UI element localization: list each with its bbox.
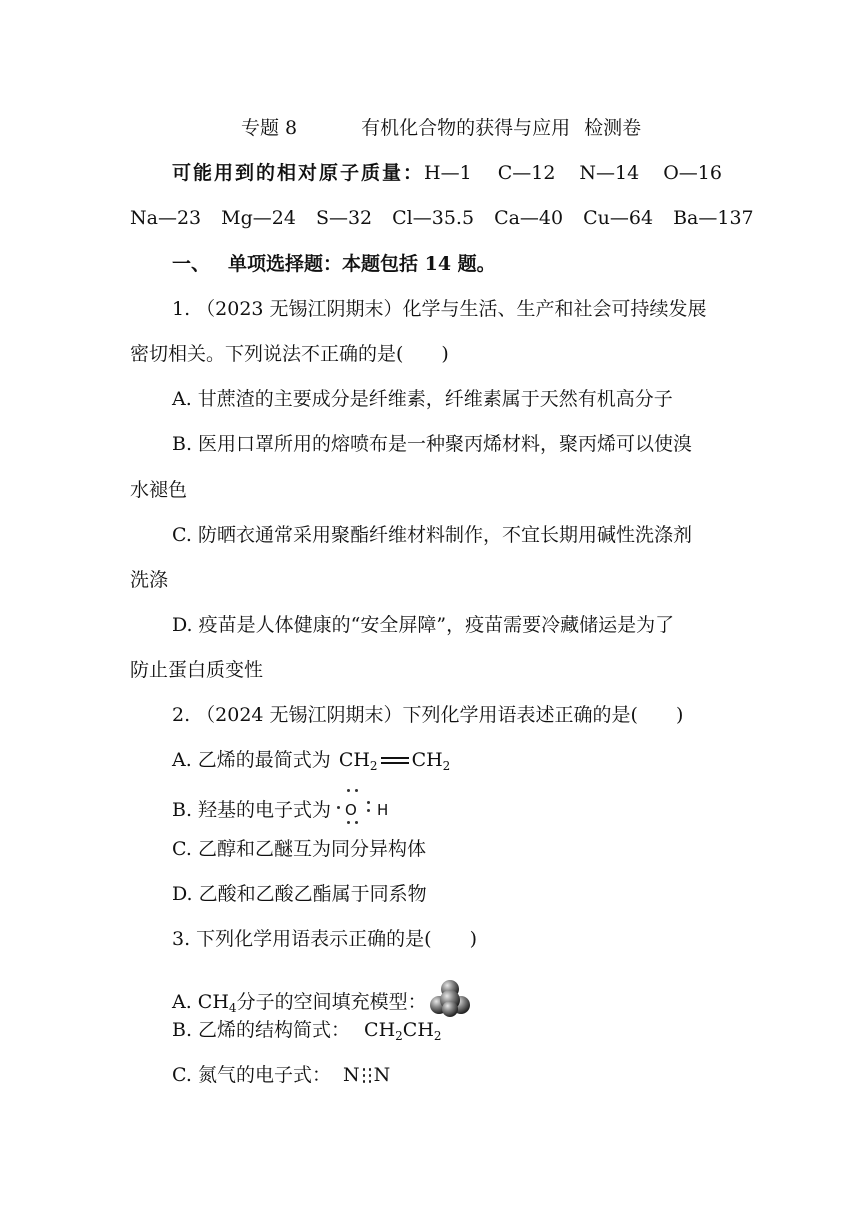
- q3-option-c-text: C. 氮气的电子式：: [172, 1064, 331, 1086]
- atomic-mass-cu: Cu—64: [583, 207, 654, 229]
- title-topic-name: 有机化合物的获得与应用: [361, 117, 571, 139]
- section-heading: [172, 251, 860, 277]
- q3-option-a-formula: A. $CH_4$: [172, 991, 237, 1015]
- q1-option-b-line-1: B. 医用口罩所用的熔喷布是一种聚丙烯材料，聚丙烯可以使溴: [172, 433, 693, 455]
- atomic-mass-ba: Ba—137: [673, 207, 754, 229]
- atomic-mass-line-2: [130, 205, 860, 231]
- q1-option-d-line-1: D. 疫苗是人体健康的“安全屏障”，疫苗需要冷藏储运是为了: [172, 614, 675, 636]
- atomic-mass-o: O—16: [663, 162, 722, 184]
- q2-stem-text: 2. （2024 无锡江阴期末）下列化学用语表述正确的是(: [172, 704, 638, 726]
- double-bond-symbol: [378, 747, 412, 773]
- atomic-mass-n: N—14: [579, 162, 640, 184]
- page-title: [241, 115, 860, 141]
- atomic-mass-c: C—12: [497, 162, 556, 184]
- title-topic-number: 专题 8: [241, 117, 298, 139]
- q3-option-b-text: B. 乙烯的结构简式：: [172, 1019, 351, 1041]
- q1-option-b-line-2: 水褪色: [130, 479, 188, 501]
- q2-option-a-text: A. 乙烯的最简式为: [172, 749, 331, 771]
- q2-option-a: [172, 747, 860, 773]
- nitrogen-electron-formula: N N: [342, 1064, 391, 1086]
- atomic-mass-cl: Cl—35.5: [392, 207, 475, 229]
- atomic-mass-h: H—1: [424, 162, 472, 184]
- q1-option-a: A. 甘蔗渣的主要成分是纤维素，纤维素属于天然有机高分子: [172, 388, 673, 410]
- atomic-mass-mg: Mg—24: [221, 207, 296, 229]
- atomic-mass-label: 可能用到的相对原子质量：: [172, 162, 425, 184]
- atomic-mass-ca: Ca—40: [494, 207, 564, 229]
- q1-option-c-line-2: 洗涤: [130, 569, 169, 591]
- q3-answer-paren-close: ): [469, 928, 478, 950]
- q3-option-c: [172, 1062, 860, 1088]
- oxygen-symbol: O: [345, 801, 357, 819]
- q1-stem-line-1: 1. （2023 无锡江阴期末）化学与生活、生产和社会可持续发展: [172, 298, 707, 320]
- q1-answer-paren-close: ): [441, 343, 449, 365]
- q1-stem-line-2: [130, 341, 860, 367]
- ethylene-formula-left: $CH_2$: [338, 749, 378, 773]
- atomic-mass-s: S—32: [315, 207, 373, 229]
- q2-option-b-text: B. 羟基的电子式为: [172, 799, 332, 821]
- q2-option-d: D. 乙酸和乙酸乙酯属于同系物: [172, 883, 427, 905]
- q3-stem-text: 3. 下列化学用语表示正确的是(: [172, 928, 432, 950]
- q2-option-c: C. 乙醇和乙醚互为同分异构体: [172, 838, 426, 860]
- ethylene-structure-formula: $CH_2CH_2$: [364, 1019, 442, 1043]
- q1-option-d-line-2: 防止蛋白质变性: [130, 659, 264, 681]
- section-title: 单项选择题：本题包括 14 题。: [228, 253, 496, 275]
- hydrogen-symbol: H: [377, 801, 389, 819]
- q2-stem: [172, 702, 860, 728]
- q3-option-a-text: 分子的空间填充模型：: [236, 991, 427, 1013]
- q2-option-b: [172, 788, 860, 828]
- ethylene-formula-right: $CH_2$: [411, 749, 451, 773]
- q2-answer-paren-close: ): [675, 704, 684, 726]
- atomic-mass-na: Na—23: [130, 207, 202, 229]
- section-number: 一、: [172, 253, 211, 275]
- q1-option-c-line-1: C. 防晒衣通常采用聚酯纤维材料制作，不宜长期用碱性洗涤剂: [172, 524, 692, 546]
- hydroxyl-electron-formula: [331, 788, 397, 828]
- title-suffix: 检测卷: [584, 117, 642, 139]
- q3-option-b: [172, 1017, 860, 1043]
- q1-stem-text: 密切相关。下列说法不正确的是(: [130, 343, 404, 365]
- atomic-mass-line-1: [172, 160, 860, 186]
- q3-stem: [172, 926, 860, 952]
